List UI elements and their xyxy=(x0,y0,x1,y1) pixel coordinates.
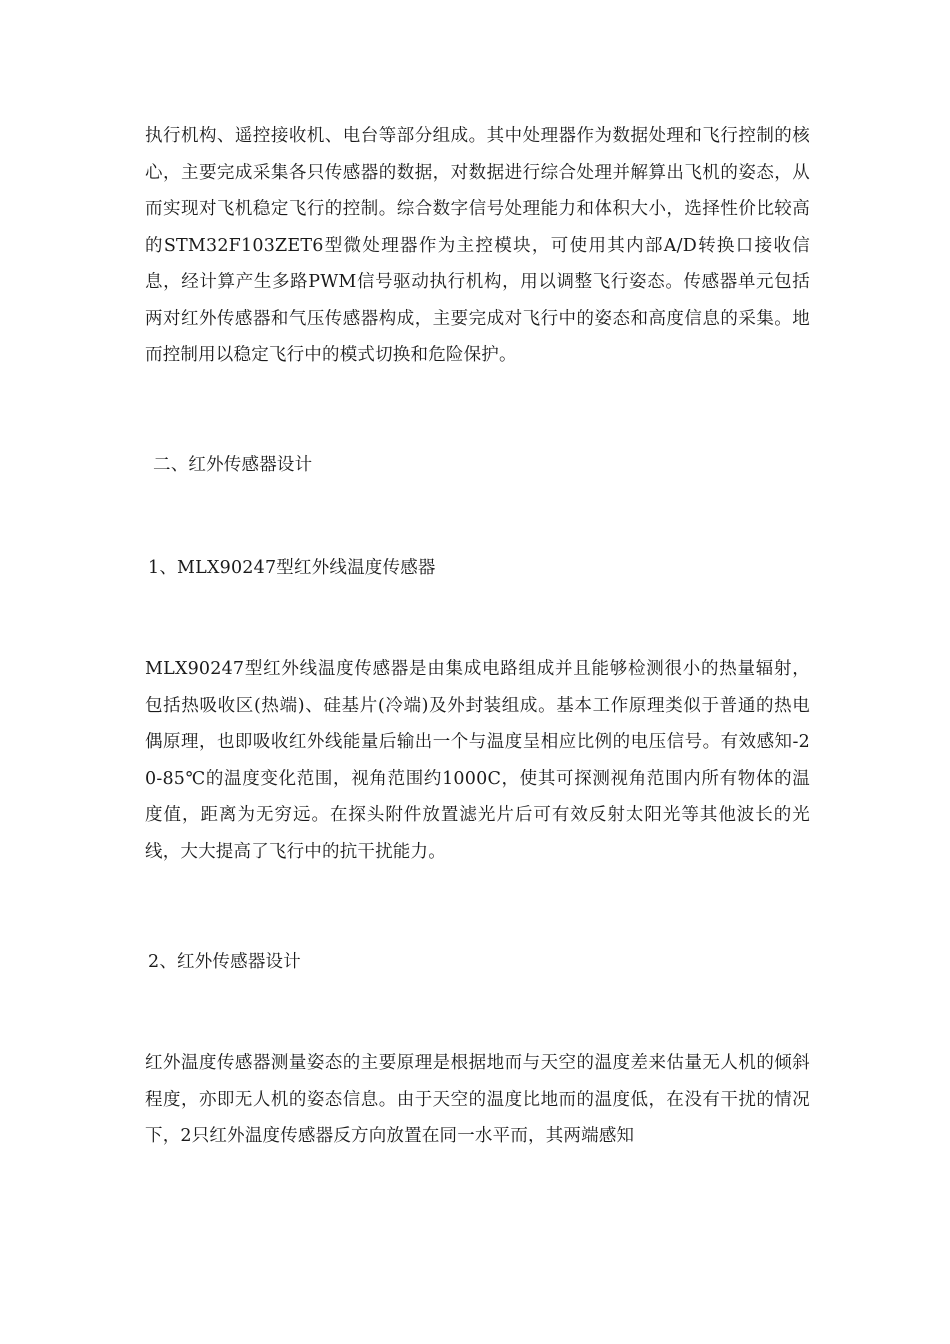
subsection-heading-infrared-design: 2、红外传感器设计 xyxy=(148,952,301,972)
section-heading-infrared-sensor-design: 二、红外传感器设计 xyxy=(153,455,313,475)
body-paragraph-mlx90247: MLX90247型红外线温度传感器是由集成电路组成并且能够检测很小的热量辐射，包括热吸收区(热端)、硅基片(冷端)及外封装组成。基本工作原理类似于普通的热电偶原理，也即吸收红外线能量后输出一个与温度呈相应比例的电压信号。有效感知-20-85℃的温度变化范围，视角范围约1000C，使其可探测视角范围内所有物体的温度值，距离为无穷远。在探头附件放置滤光片后可有效反射太阳光等其他波长的光线，大大提高了飞行中的抗干扰能力。 xyxy=(145,659,810,862)
body-paragraph-flight-control: 执行机构、遥控接收机、电台等部分组成。其中处理器作为数据处理和飞行控制的核心，主要完成采集各只传感器的数据，对数据进行综合处理并解算出飞机的姿态，从而实现对飞机稳定飞行的控制。综合数字信号处理能力和体积大小，选择性价比较高的STM32F103ZET6型微处理器作为主控模块，可使用其内部A/D转换口接收信息，经计算产生多路PWM信号驱动执行机构，用以调整飞行姿态。传感器单元包括两对红外传感器和气压传感器构成，主要完成对飞行中的姿态和高度信息的采集。地而控制用以稳定飞行中的模式切换和危险保护。 xyxy=(145,126,810,365)
subsection-heading-mlx90247: 1、MLX90247型红外线温度传感器 xyxy=(148,558,436,578)
body-paragraph-attitude-measurement: 红外温度传感器测量姿态的主要原理是根据地而与天空的温度差来估量无人机的倾斜程度，亦即无人机的姿态信息。由于天空的温度比地而的温度低，在没有干扰的情况下，2只红外温度传感器反方向放置在同一水平而，其两端感知 xyxy=(145,1053,810,1146)
